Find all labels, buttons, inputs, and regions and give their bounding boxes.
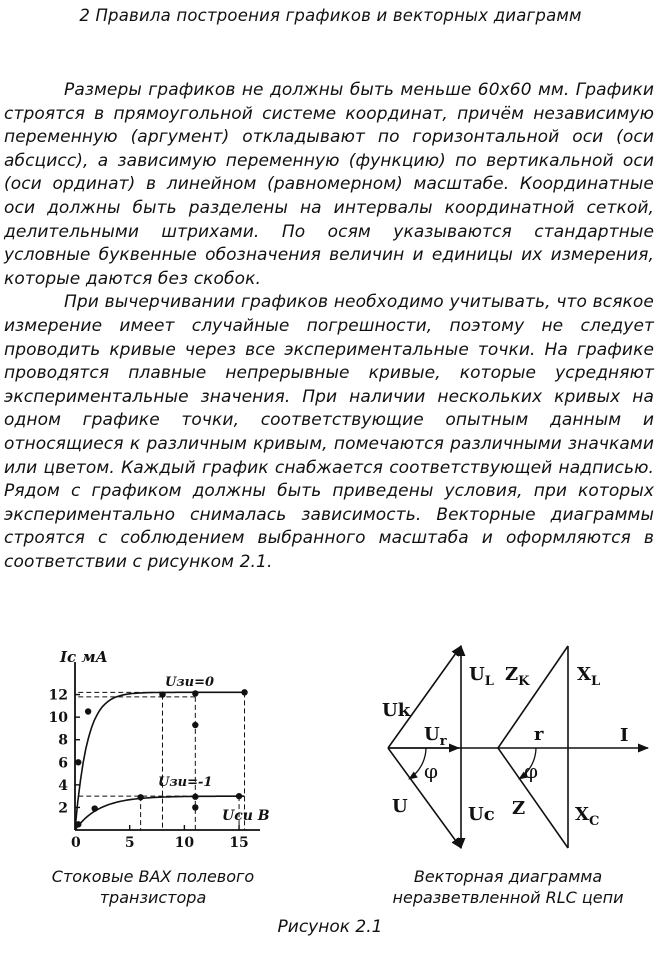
label-ur: $U_r$ [424,724,447,749]
label-r: r [534,724,544,745]
data-point [159,691,165,697]
vector-zk [498,646,568,748]
label-z: Z [512,798,526,819]
label-xl: $X_L$ [577,664,601,689]
chart-curves [75,692,245,830]
vah-chart [30,642,270,862]
y-tick-label: 2 [58,800,68,817]
y-tick-label: 6 [58,755,68,772]
data-point [75,759,81,765]
chart-caption-line-2: транзистора [99,888,207,907]
paragraph-2: При вычерчивании графиков необходимо учитывать, что всякое измерение имеет случайные погрешности, поэтому не следует проводить кривые через все экспериментальные точки. На графике проводятся плавные непрерывные кривые, которые усредняют экспериментальные значения. При наличии нескольких кривых на одном графике точки, соответствующие опытным данным и относящиеся к различным кривым, помечаются различными значками или цветом. Каждый график снабжается соответствующей надписью. Рядом с графиком должны быть приведены условия, при которых экспериментально снималась зависимость. Векторные диаграммы строятся с соблюдением выбранного масштаба и оформляются в соответствии с рисунком 2.1. [4,292,654,572]
x-tick-label: 5 [124,835,135,851]
series-curve-1 [75,796,245,830]
data-point [91,805,97,811]
paragraph-1: Размеры графиков не должны быть меньше 60х60 мм. Графики строятся в прямоугольной системе координат, причём независимую переменную (аргумент) откладывают по горизонтальной оси (оси абсцисс), а зависимую переменную (функцию) по вертикальной оси (оси ординат) в линейном (равномерном) масштабе. Координатные оси должны быть разделены на интервалы координатной сеткой, делительными штрихами. По осям указываются стандартные условные буквенные обозначения величин и единицы их измерения, которые даются без скобок. [4,80,654,289]
label-uc: Uc [468,804,495,825]
data-point [137,794,143,800]
label-ul: $U_L$ [469,664,494,689]
y-tick-label: 10 [48,710,68,727]
label-uk: Uk [382,700,411,721]
chart-y-label: Ic мА [60,648,108,666]
series-label-ugs0: Uзи=0 [165,675,215,690]
chart-caption-line-1: Стоковые ВАХ полевого [51,867,255,886]
section-heading: 2 Правила построения графиков и векторных диаграмм [79,6,582,25]
vector-diagram [366,638,656,858]
origin-label: 0 [71,835,81,851]
data-point [241,689,247,695]
y-tick-label: 12 [48,687,68,704]
data-point [192,794,198,800]
chart-guide-lines [78,692,244,830]
chart-caption [28,866,278,908]
diagram-caption-line-2: неразветвленной RLC цепи [392,888,624,907]
label-zk: $Z_K$ [505,664,530,689]
label-phi-1: φ [424,759,439,783]
series-curve-0 [75,692,245,830]
figure-caption: Рисунок 2.1 [277,917,383,937]
label-u: U [392,796,408,817]
x-tick-label: 15 [229,835,249,851]
label-phi-2: φ [524,759,539,783]
label-i: I [620,725,629,746]
diagram-caption [378,866,638,908]
data-point [75,821,81,827]
data-point [192,690,198,696]
y-tick-label: 8 [58,732,68,749]
data-point [85,708,91,714]
data-point [236,793,242,799]
data-point [192,722,198,728]
label-xc: $X_C$ [575,804,600,829]
chart-x-label: Uси В [222,808,270,824]
y-tick-label: 4 [58,777,68,794]
x-tick-label: 10 [174,835,195,851]
data-point [192,804,198,810]
diagram-caption-line-1: Векторная диаграмма [413,867,603,886]
body-text [4,79,654,574]
series-label-ugs1: Uзи=-1 [158,775,213,790]
